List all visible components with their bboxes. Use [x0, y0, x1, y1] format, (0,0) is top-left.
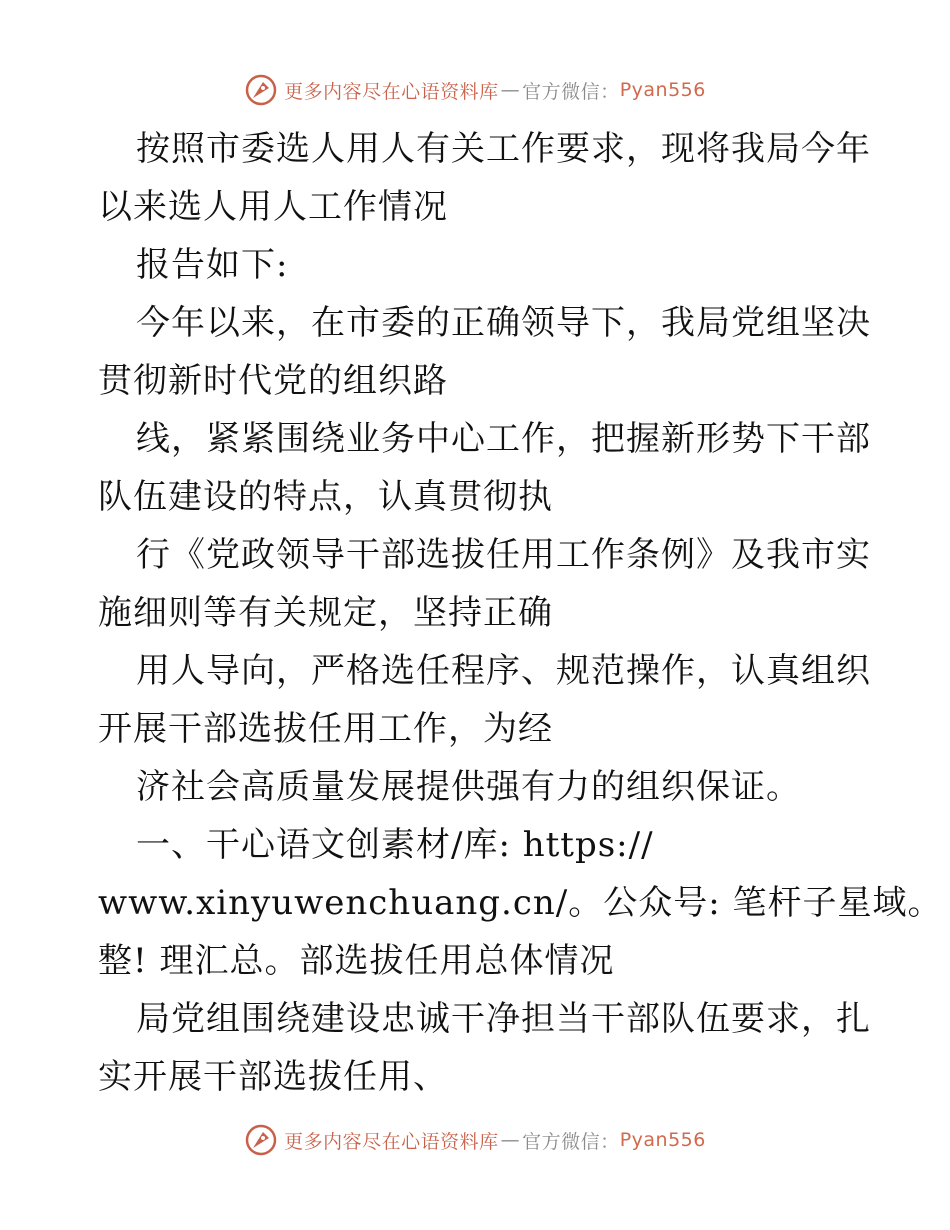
document-body: [98, 120, 943, 1106]
watermark-main-text: 更多内容尽在心语资料库: [284, 1130, 499, 1153]
watermark-wechat-id: Pyan556: [619, 79, 706, 101]
body-line: 队伍建设的特点，认真贯彻执: [98, 477, 553, 517]
body-line: 按照市委选人用人有关工作要求，现将我局今年: [136, 129, 871, 169]
watermark-official-label: 官方微信：: [522, 80, 620, 103]
body-line: 报告如下:: [136, 245, 289, 285]
header-watermark: [0, 70, 950, 110]
body-line: 开展干部选拔任用工作，为经: [98, 709, 553, 749]
watermark-wechat-id: Pyan556: [619, 1129, 706, 1151]
body-line: 贯彻新时代党的组织路: [98, 361, 448, 401]
body-line: 今年以来，在市委的正确领导下，我局党组坚决: [136, 303, 871, 343]
body-line: 施细则等有关规定，坚持正确: [98, 593, 553, 633]
body-line: 整! 理汇总。部选拔任用总体情况: [98, 941, 615, 981]
watermark-official-label: 官方微信：: [522, 1130, 620, 1153]
body-line: www.xinyuwenchuang.cn/。公众号: 笔杆子星域。: [98, 883, 943, 923]
body-line: 用人导向，严格选任程序、规范操作，认真组织: [136, 651, 871, 691]
pen-nib-icon: [244, 1123, 278, 1157]
body-line: 线，紧紧围绕业务中心工作，把握新形势下干部: [136, 419, 871, 459]
footer-watermark: [0, 1120, 950, 1160]
body-line: 一、干心语文创素材/库: https://: [136, 825, 654, 865]
watermark-separator: —: [500, 1129, 521, 1151]
body-line: 实开展干部选拔任用、: [98, 1057, 448, 1097]
body-line: 行《党政领导干部选拔任用工作条例》及我市实: [136, 535, 871, 575]
watermark-separator: —: [500, 79, 521, 101]
body-line: 局党组围绕建设忠诚干净担当干部队伍要求，扎: [136, 999, 871, 1039]
watermark-main-text: 更多内容尽在心语资料库: [284, 80, 499, 103]
pen-nib-icon: [244, 73, 278, 107]
body-line: 以来选人用人工作情况: [98, 187, 448, 227]
body-line: 济社会高质量发展提供强有力的组织保证。: [136, 767, 801, 807]
